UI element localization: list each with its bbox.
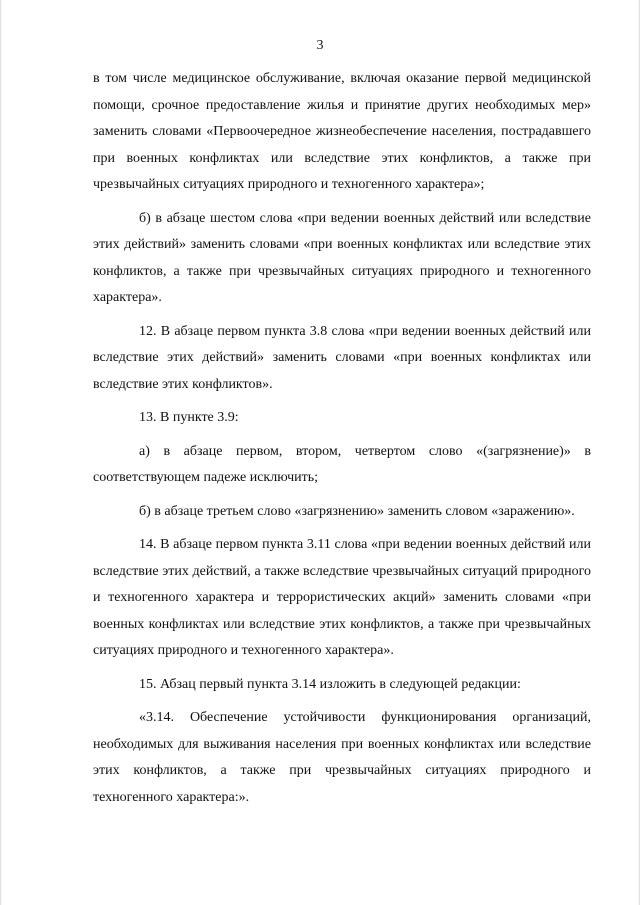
paragraph-item-15: 15. Абзац первый пункта 3.14 изложить в следующей редакции: xyxy=(139,676,521,692)
paragraph-item-12: 12. В абзаце первом пункта 3.8 слова «при ведении военных действий или вследствие этих действий» заменить словами «при военных конфликтах или вследствие этих конфликтов». xyxy=(93,323,591,392)
paragraph-item-13b: б) в абзаце третьем слово «загрязнению» заменить словом «заражению». xyxy=(139,503,575,519)
paragraph-item-13: 13. В пункте 3.9: xyxy=(139,410,239,425)
paragraph-item-14: 14. В абзаце первом пункта 3.11 слова «при ведении военных действий или вследствие этих действий, а также вследствие чрезвычайных ситуаций природного и техногенного характера и террористических акций» заменить словами «при военных конфликтах или вследствие этих конфликтов, а также при чрезвычайных ситуациях природного и техногенного характера». xyxy=(93,537,591,658)
paragraph-item-13a: а) в абзаце первом, втором, четвертом слово «(загрязнение)» в соответствующем падеже исключить; xyxy=(93,443,591,485)
paragraph-quote-3-14: «3.14. Обеспечение устойчивости функционирования организаций, необходимых для выживания населения при военных конфликтах или вследствие этих конфликтов, а также при чрезвычайных ситуациях природного и техногенного характера:». xyxy=(93,710,591,805)
page-edge-left xyxy=(0,0,2,905)
document-body xyxy=(93,66,591,818)
page-number: 3 xyxy=(316,38,324,53)
paragraph-item-b-sixth-abzats: б) в абзаце шестом слова «при ведении военных действий или вследствие этих действий» заменить словами «при военных конфликтах или вследствие этих конфликтов, а также при чрезвычайных ситуациях природного и техногенного характера». xyxy=(93,210,591,305)
paragraph-continuation: в том числе медицинское обслуживание, включая оказание первой медицинской помощи, срочное предоставление жилья и принятие других необходимых мер» заменить словами «Первоочередное жизнеобеспечение населения, пострадавшего при военных конфликтах или вследствие этих конфликтов, а также при чрезвычайных ситуациях природного и техногенного характера»; xyxy=(93,71,591,192)
